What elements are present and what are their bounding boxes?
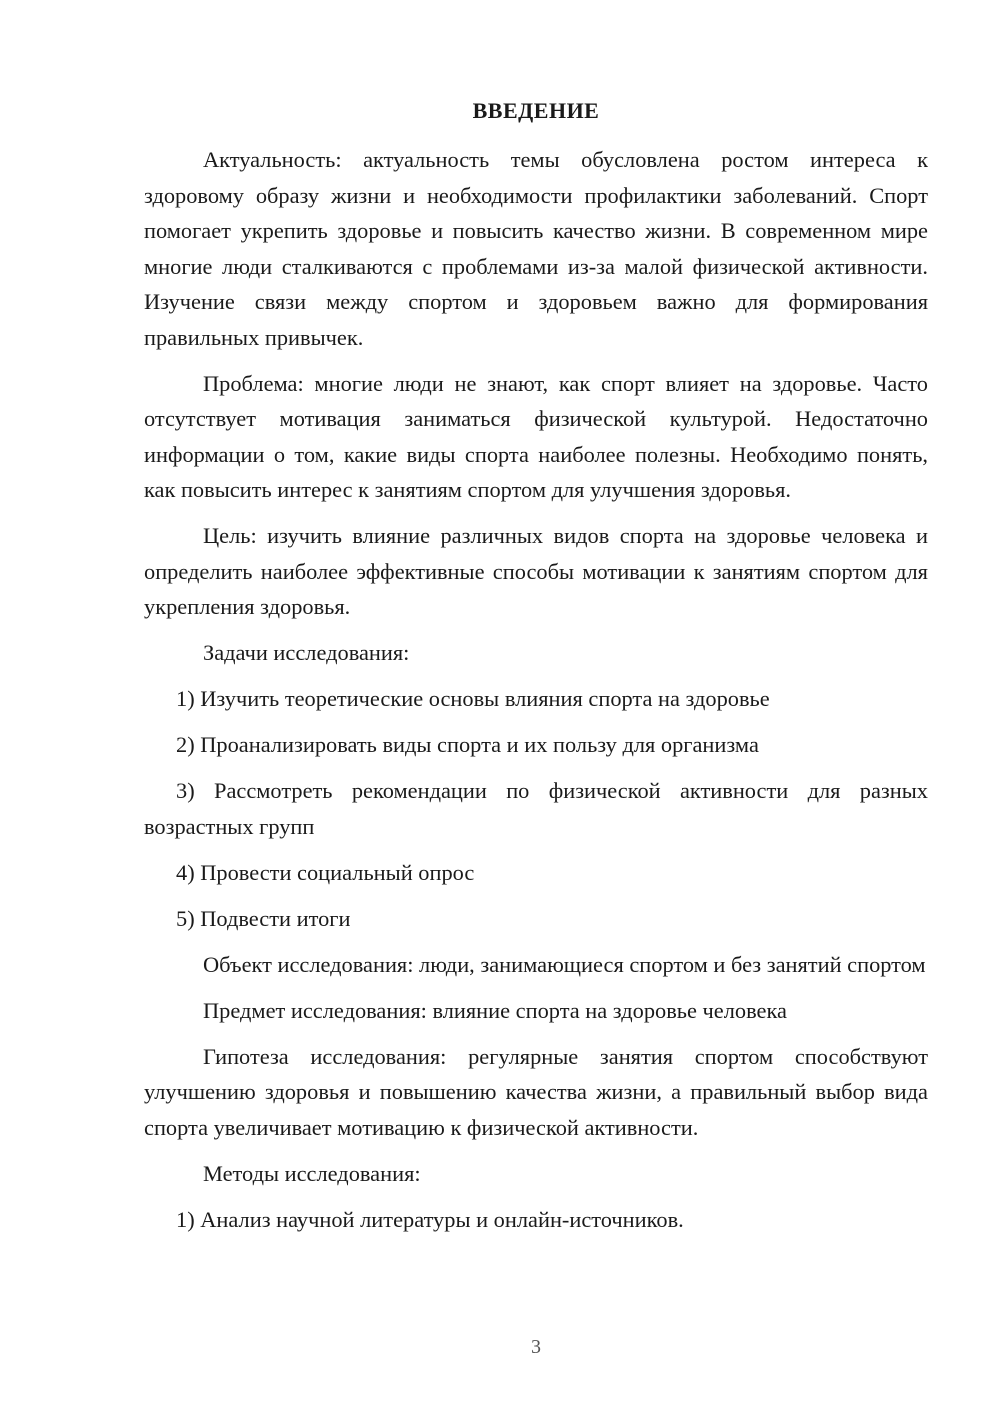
- method-item-1: 1) Анализ научной литературы и онлайн-источников.: [176, 1206, 684, 1232]
- page-number: 3: [531, 1336, 541, 1358]
- section-heading: ВВЕДЕНИЕ: [472, 98, 600, 123]
- goal-paragraph: Цель: изучить влияние различных видов спорта на здоровье человека и определить наиболее эффективные способы мотивации к занятиям спортом для укрепления здоровья.: [144, 523, 928, 619]
- hypothesis-paragraph: Гипотеза исследования: регулярные занятия спортом способствуют улучшению здоровья и повышению качества жизни, а правильный выбор вида спорта увеличивает мотивацию к физической активности.: [144, 1043, 928, 1140]
- task-item-1: 1) Изучить теоретические основы влияния спорта на здоровье: [176, 686, 770, 711]
- methods-title: Методы исследования:: [203, 1160, 421, 1186]
- task-item-4: 4) Провести социальный опрос: [176, 859, 475, 885]
- problem-paragraph: Проблема: многие люди не знают, как спорт влияет на здоровье. Часто отсутствует мотивация заниматься физической культурой. Недостаточно информации о том, какие виды спорта наиболее полезны. Необходимо понять, как повысить интерес к занятиям спортом для улучшения здоровья.: [144, 370, 928, 502]
- object-paragraph: Объект исследования: люди, занимающиеся спортом и без занятий спортом: [203, 951, 926, 977]
- relevance-paragraph: Актуальность: актуальность темы обусловлена ростом интереса к здоровому образу жизни и необходимости профилактики заболеваний. Спорт помогает укрепить здоровье и повысить качество жизни. В современном мире многие люди сталкиваются с проблемами из-за малой физической активности. Изучение связи между спортом и здоровьем важно для формирования правильных привычек.: [144, 147, 928, 350]
- task-item-5: 5) Подвести итоги: [176, 905, 351, 931]
- task-item-3: 3) Рассмотреть рекомендации по физической активности для разных возрастных групп: [144, 778, 928, 839]
- task-item-2: 2) Проанализировать виды спорта и их пользу для организма: [176, 732, 759, 757]
- tasks-title: Задачи исследования:: [203, 640, 410, 665]
- body-text: [144, 142, 928, 1248]
- subject-paragraph: Предмет исследования: влияние спорта на здоровье человека: [203, 997, 787, 1023]
